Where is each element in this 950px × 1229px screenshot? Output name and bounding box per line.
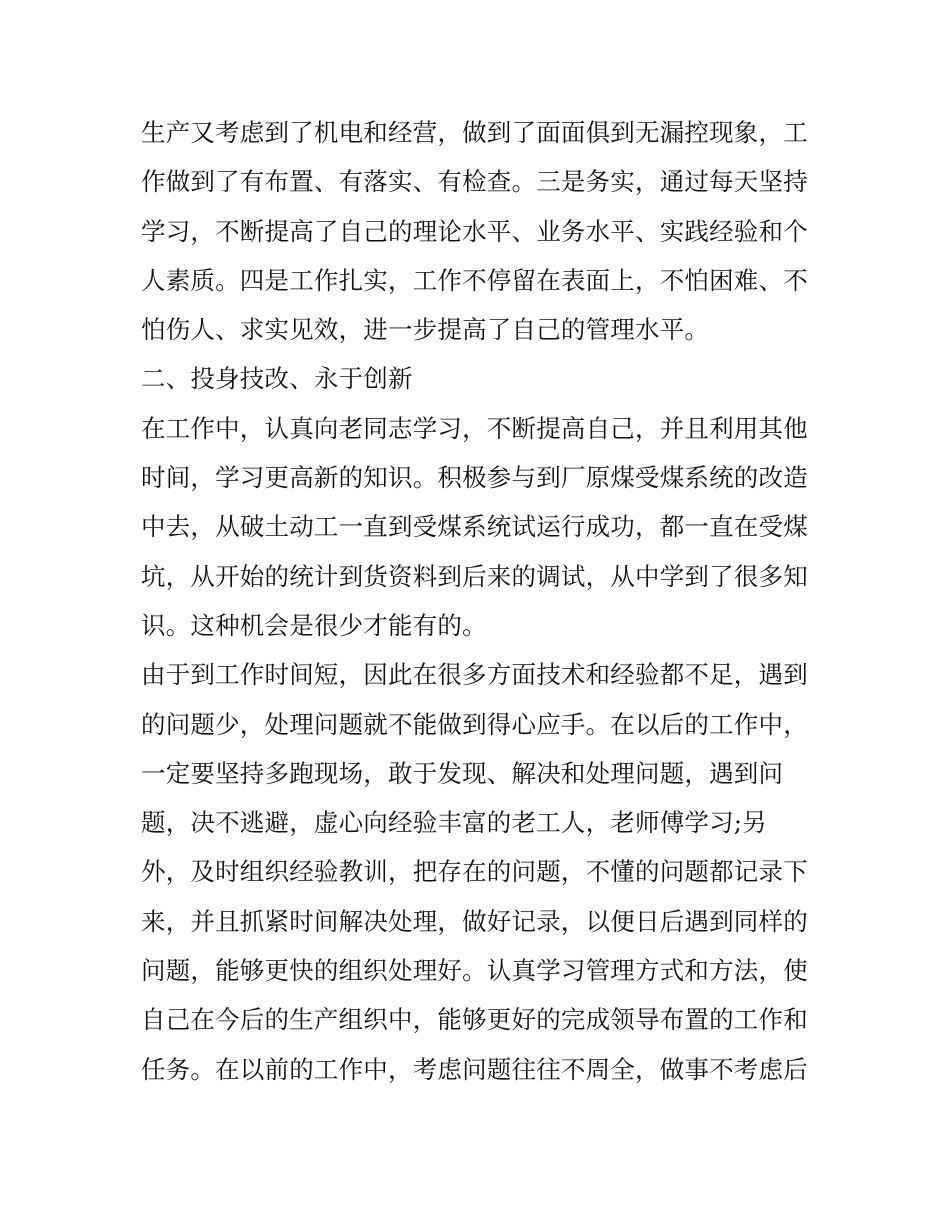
text-line: 任务。在以前的工作中，考虑问题往往不周全，做事不考虑后 [141, 1054, 808, 1084]
text-line: 由于到工作时间短，因此在很多方面技术和经验都不足，遇到 [141, 660, 808, 690]
text-line: 人素质。四是工作扎实，工作不停留在表面上，不怕困难、不 [141, 265, 808, 295]
text-line: 的问题少，处理问题就不能做到得心应手。在以后的工作中， [141, 709, 808, 739]
text-line: 来，并且抓紧时间解决处理，做好记录，以便日后遇到同样的 [141, 906, 808, 936]
section-heading: 二、投身技改、永于创新 [141, 364, 413, 394]
text-line: 怕伤人、求实见效，进一步提高了自己的管理水平。 [141, 315, 710, 345]
text-line: 一定要坚持多跑现场，敢于发现、解决和处理问题，遇到问 [141, 758, 784, 788]
text-line: 识。这种机会是很少才能有的。 [141, 610, 487, 640]
body-text [141, 108, 821, 1094]
text-line: 学习，不断提高了自己的理论水平、业务水平、实践经验和个 [141, 216, 808, 246]
text-line: 题，决不逃避，虚心向经验丰富的老工人，老师傅学习;另 [141, 808, 767, 838]
text-line: 作做到了有布置、有落实、有检查。三是务实，通过每天坚持 [141, 167, 808, 197]
text-line: 问题，能够更快的组织处理好。认真学习管理方式和方法，使 [141, 956, 808, 986]
text-line: 自己在今后的生产组织中，能够更好的完成领导布置的工作和 [141, 1005, 808, 1035]
text-line: 外，及时组织经验教训，把存在的问题，不懂的问题都记录下 [141, 857, 808, 887]
text-line: 在工作中，认真向老同志学习，不断提高自己，并且利用其他 [141, 413, 808, 443]
text-line: 中去，从破土动工一直到受煤系统试运行成功，都一直在受煤 [141, 512, 808, 542]
text-line: 坑，从开始的统计到货资料到后来的调试，从中学到了很多知 [141, 561, 808, 591]
text-line: 生产又考虑到了机电和经营，做到了面面俱到无漏控现象，工 [141, 118, 808, 147]
text-line: 时间，学习更高新的知识。积极参与到厂原煤受煤系统的改造 [141, 463, 808, 493]
